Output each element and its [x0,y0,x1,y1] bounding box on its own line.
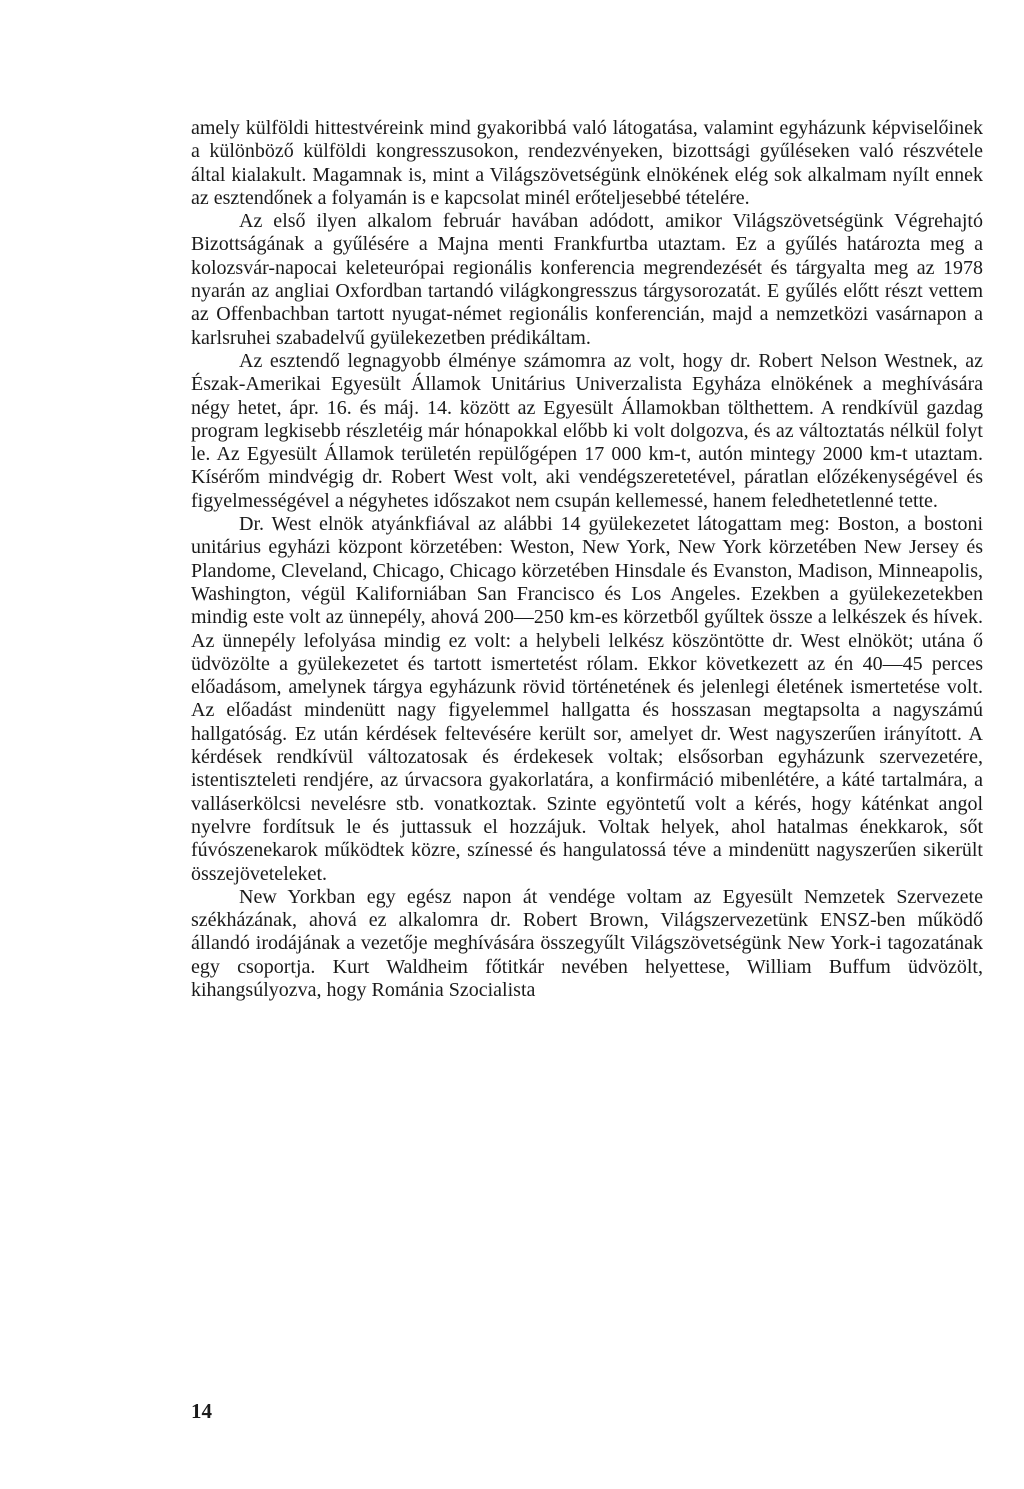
paragraph-5: New Yorkban egy egész napon át vendége voltam az Egyesült Nemzetek Szervezete székházának, ahová ez alkalomra dr. Robert Brown, Világszervezetünk ENSZ-ben működő állandó irodájának a vezetője meghívására összegyűlt Világszövetségünk New York-i tagozatának egy csoportja. Kurt Waldheim főtitkár nevében helyettese, William Buffum üdvözölt, kihangsúlyozva, hogy Románia Szocialista [191,885,983,1001]
paragraph-2: Az első ilyen alkalom február havában adódott, amikor Világszövetségünk Végrehajtó Bizottságának a gyűlésére a Majna menti Frankfurtba utaztam. Ez a gyűlés határozta meg a kolozsvár-napocai keleteurópai regionális konferencia megrendezését és tárgyalta meg az 1978 nyarán az angliai Oxfordban tartandó világkongresszus tárgysorozatát. E gyűlés előtt részt vettem az Offenbachban tartott nyugat-német regionális konferencián, majd a nemzetközi vasárnapon a karlsruhei szabadelvű gyülekezetben prédikáltam. [191,210,983,349]
document-page [191,117,983,1002]
paragraph-3: Az esztendő legnagyobb élménye számomra az volt, hogy dr. Robert Nelson Westnek, az Észak-Amerikai Egyesült Államok Unitárius Univerzalista Egyháza elnökének a meghívására négy hetet, ápr. 16. és máj. 14. között az Egyesült Államokban tölthettem. A rendkívül gazdag program legkisebb részletéig már hónapokkal előbb ki volt dolgozva, és az változtatás nélkül folyt le. Az Egyesült Államok területén repülőgépen 17 000 km-t, autón mintegy 2000 km-t utaztam. Kísérőm mindvégig dr. Robert West volt, aki vendégszeretetével, páratlan előzékenységével és figyelmességével a négyhetes időszakot nem csupán kellemessé, hanem feledhetetlenné tette. [191,349,983,512]
paragraph-1: amely külföldi hittestvéreink mind gyakoribbá való látogatása, valamint egyházunk képviselőinek a különböző külföldi kongresszusokon, rendezvényeken, bizottsági gyűléseken való részvétele által kialakult. Magamnak is, mint a Világszövetségünk elnökének elég sok alkalmam nyílt ennek az esztendőnek a folyamán is e kapcsolat minél erőteljesebbé tételére. [191,117,983,209]
page-number: 14 [191,1399,212,1423]
paragraph-4: Dr. West elnök atyánkfiával az alábbi 14 gyülekezetet látogattam meg: Boston, a bostoni unitárius egyházi központ körzetében: Weston, New York, New York körzetében New Jersey és Plandome, Cleveland, Chicago, Chicago körzetében Hinsdale és Evanston, Madison, Minneapolis, Washington, végül Kaliforniában San Francisco és Los Angeles. Ezekben a gyülekezetekben mindig este volt az ünnepély, ahová 200—250 km-es körzetből gyűltek össze a lelkészek és hívek. Az ünnepély lefolyása mindig ez volt: a helybeli lelkész köszöntötte dr. West elnököt; utána ő üdvözölte a gyülekezetet és tartott ismertetést rólam. Ekkor következett az én 40—45 perces előadásom, amelynek tárgya egyházunk rövid történetének és jelenlegi életének ismertetése volt. Az előadást mindenütt nagy figyelemmel hallgatta és hosszasan megtapsolta a nagyszámú hallgatóság. Ez után kérdések feltevésére került sor, amelyet dr. West nagyszerűen irányított. A kérdések rendkívül változatosak és érdekesek voltak; elsősorban egyházunk szervezetére, istentiszteleti rendjére, az úrvacsora gyakorlatára, a konfirmáció mibenlétére, a káté tartalmára, a valláserkölcsi nevelésre stb. vonatkoztak. Szinte egyöntetű volt a kérés, hogy káténkat angol nyelvre fordítsuk le és juttassuk el hozzájuk. Voltak helyek, ahol hatalmas énekkarok, sőt fúvószenekarok működtek közre, színessé és hangulatossá téve a mindenütt nagyszerűen sikerült összejöveteleket. [191,513,983,885]
